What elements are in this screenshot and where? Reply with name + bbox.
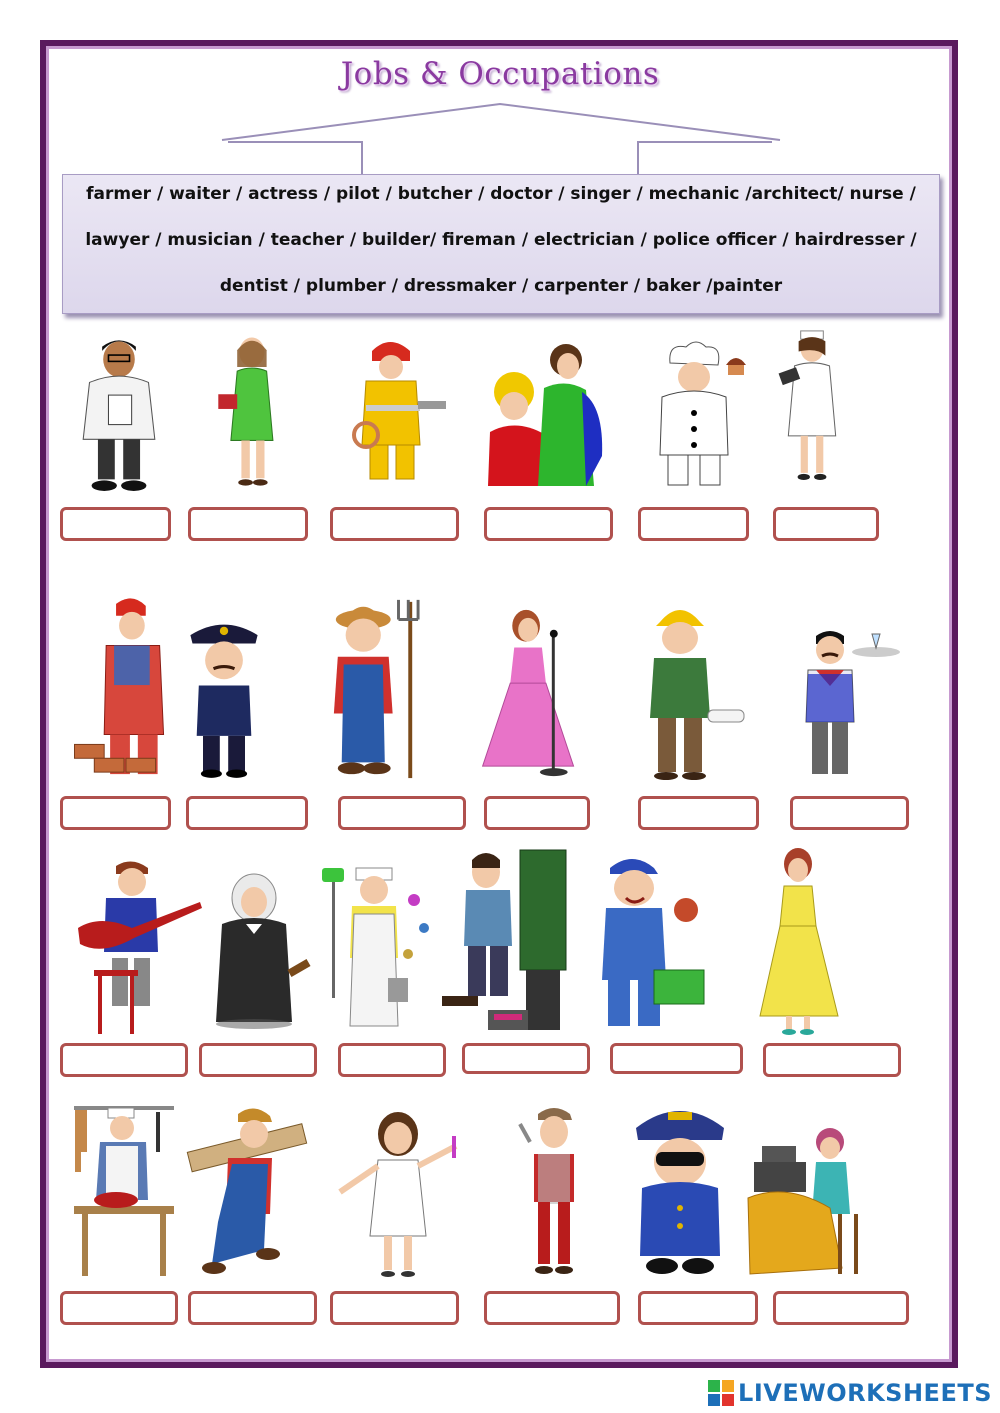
teacher-picture [212,330,296,490]
answer-field-fireman[interactable] [330,507,459,541]
answer-field-farmer[interactable] [338,796,466,830]
mechanic-picture [586,850,710,1036]
word-bank-line: lawyer / musician / teacher / builder/ fireman / electrician / police officer / hairdresser / [85,230,917,250]
hairdresser-picture [486,332,606,490]
liveworksheets-brand: LIVEWORKSHEETS [738,1379,992,1407]
answer-field-nurse[interactable] [773,507,879,541]
answer-field-architect[interactable] [638,796,759,830]
answer-field-painter[interactable] [338,1043,446,1077]
answer-field-plumber[interactable] [484,1291,620,1325]
electrician-picture [438,846,570,1036]
answer-field-lawyer[interactable] [199,1043,317,1077]
answer-field-mechanic[interactable] [610,1043,743,1074]
actress-picture [756,846,842,1038]
pilot-picture [628,1100,732,1280]
waiter-picture [786,626,906,782]
dentist-picture [334,1106,466,1280]
answer-field-builder[interactable] [60,796,171,830]
singer-picture [476,604,596,782]
farmer-picture [314,596,436,782]
answer-field-electrician[interactable] [462,1043,590,1074]
architect-picture [624,598,754,782]
liveworksheets-logo-icon [708,1380,734,1406]
plumber-picture [512,1102,596,1280]
dressmaker-picture [746,1118,862,1278]
doctor-picture [66,334,172,492]
answer-field-doctor[interactable] [60,507,171,541]
painter-picture [318,858,436,1038]
police-officer-picture [182,612,266,780]
answer-field-carpenter[interactable] [188,1291,317,1325]
answer-field-dentist[interactable] [330,1291,459,1325]
answer-field-baker[interactable] [638,507,749,541]
nurse-picture [776,326,848,486]
answer-field-police-officer[interactable] [186,796,308,830]
liveworksheets-footer[interactable] [708,1378,992,1408]
answer-field-singer[interactable] [484,796,590,830]
word-bank-line: farmer / waiter / actress / pilot / butcher / doctor / singer / mechanic /architect/ nurse / [86,184,916,204]
page-title: Jobs & Occupations [340,56,660,92]
answer-field-dressmaker[interactable] [773,1291,909,1325]
answer-field-butcher[interactable] [60,1291,178,1325]
carpenter-picture [184,1104,308,1282]
word-bank-line: dentist / plumber / dressmaker / carpenter / baker /painter [219,276,783,296]
musician-picture [72,858,204,1038]
butcher-picture [72,1102,178,1280]
answer-field-pilot[interactable] [638,1291,758,1325]
baker-picture [634,336,754,492]
builder-picture [72,596,172,784]
fireman-picture [348,332,448,488]
answer-field-waiter[interactable] [790,796,909,830]
answer-field-actress[interactable] [763,1043,901,1077]
lawyer-picture [206,872,316,1032]
answer-field-hairdresser[interactable] [484,507,613,541]
answer-field-musician[interactable] [60,1043,188,1077]
answer-field-teacher[interactable] [188,507,308,541]
